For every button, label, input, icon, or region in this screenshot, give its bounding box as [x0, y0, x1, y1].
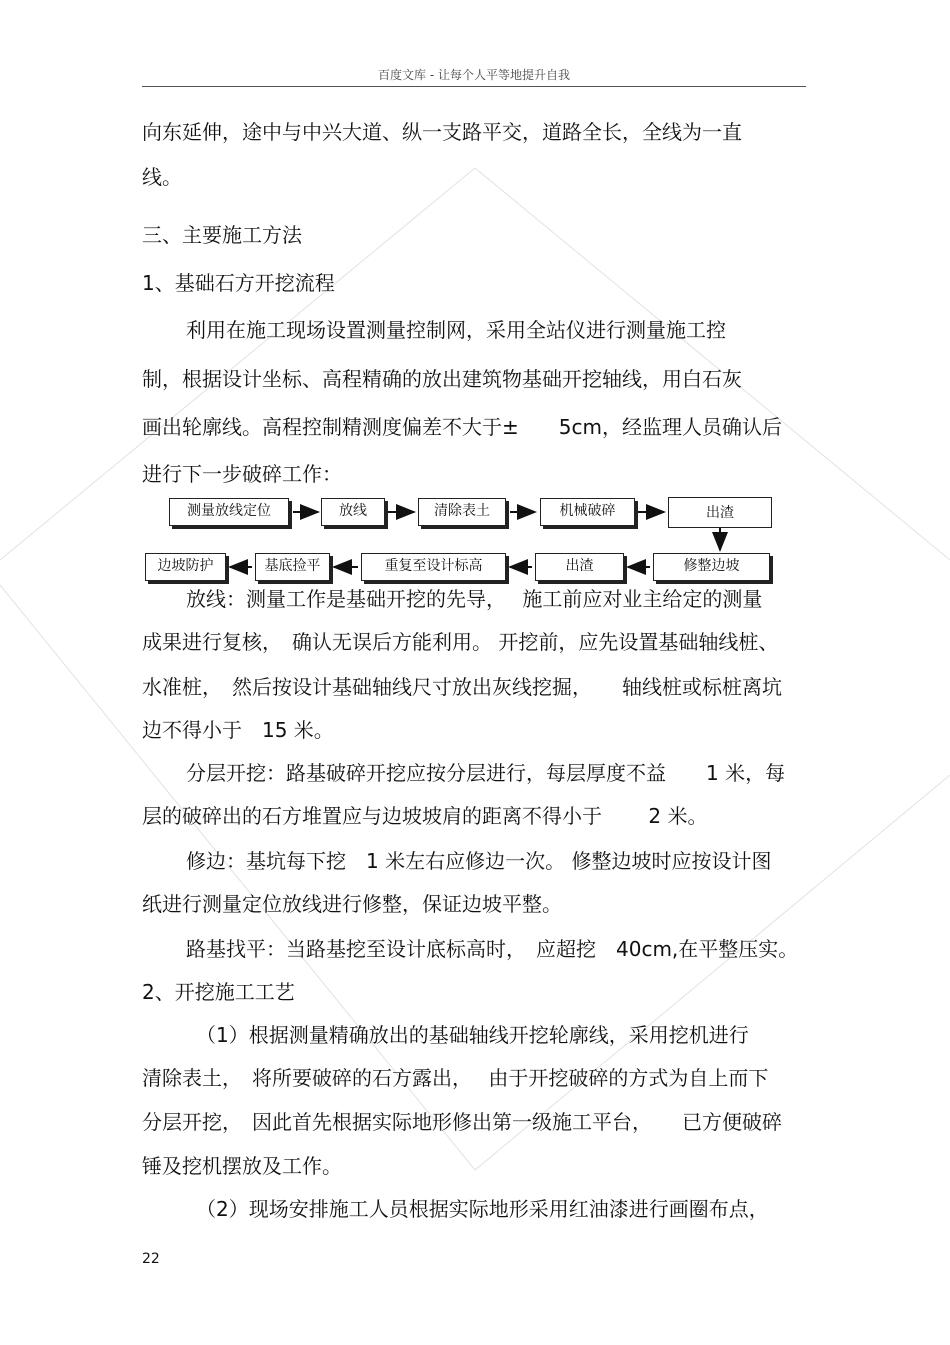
body-line: 线。: [142, 165, 182, 189]
page-header: 百度文库 - 让每个人平等地提升自我: [378, 68, 570, 82]
body-line: 画出轮廓线。高程控制精测度偏差不大于± 5cm，经监理人员确认后: [142, 415, 782, 439]
body-line: （1）根据测量精确放出的基础轴线开挖轮廓线，采用挖机进行: [196, 1023, 749, 1047]
body-line: 利用在施工现场设置测量控制网，采用全站仪进行测量施工控: [186, 318, 726, 342]
flow-step-clear-topsoil: 清除表土: [418, 498, 506, 526]
body-line: 层的破碎出的石方堆置应与边坡坡肩的距离不得小于 2 米。: [142, 804, 708, 828]
flow-step-slope-protection: 边坡防护: [145, 553, 226, 581]
flow-step-repeat-to-elevation: 重复至设计标高: [361, 553, 506, 581]
body-line: 锤及挖机摆放及工作。: [142, 1154, 342, 1178]
flow-step-trim-slope: 修整边坡: [653, 553, 770, 581]
body-line: 路基找平：当路基挖至设计底标高时， 应超挖 40cm,在平整压实。: [186, 937, 799, 961]
subsection-heading: 2、开挖施工工艺: [142, 980, 295, 1004]
flow-step-muck-out-2: 出渣: [535, 553, 624, 581]
body-line: 制，根据设计坐标、高程精确的放出建筑物基础开挖轴线，用白石灰: [142, 367, 742, 391]
body-line: 分层开挖， 因此首先根据实际地形修出第一级施工平台， 已方便破碎: [142, 1110, 782, 1134]
subsection-heading: 1、基础石方开挖流程: [142, 271, 335, 295]
body-line: 进行下一步破碎工作：: [142, 462, 342, 486]
flow-step-layout: 放线: [321, 498, 385, 526]
body-line: 向东延伸，途中与中兴大道、纵一支路平交，道路全长，全线为一直: [142, 120, 742, 144]
body-line: 成果进行复核， 确认无误后方能利用。 开挖前，应先设置基础轴线桩、: [142, 630, 779, 654]
flow-step-crushing: 机械破碎: [540, 498, 635, 526]
section-heading: 三、主要施工方法: [142, 223, 302, 247]
flow-step-muck-out: 出渣: [668, 497, 772, 528]
flow-step-base-leveling: 基底捡平: [255, 553, 330, 581]
body-line: 清除表土， 将所要破碎的石方露出， 由于开挖破碎的方式为自上而下: [142, 1066, 769, 1090]
body-line: （2）现场安排施工人员根据实际地形采用红油漆进行画圈布点，: [196, 1197, 769, 1221]
body-line: 边不得小于 15 米。: [142, 718, 334, 742]
body-line: 纸进行测量定位放线进行修整，保证边坡平整。: [142, 892, 562, 916]
body-line: 水准桩， 然后按设计基础轴线尺寸放出灰线挖掘， 轴线桩或标桩离坑: [142, 675, 782, 699]
body-line: 修边：基坑每下挖 1 米左右应修边一次。 修整边坡时应按设计图: [186, 849, 772, 873]
body-line: 放线：测量工作是基础开挖的先导， 施工前应对业主给定的测量: [186, 587, 763, 611]
page-number: 22: [142, 1251, 160, 1267]
flow-step-survey: 测量放线定位: [169, 498, 289, 526]
body-line: 分层开挖：路基破碎开挖应按分层进行，每层厚度不益 1 米，每: [186, 761, 786, 785]
